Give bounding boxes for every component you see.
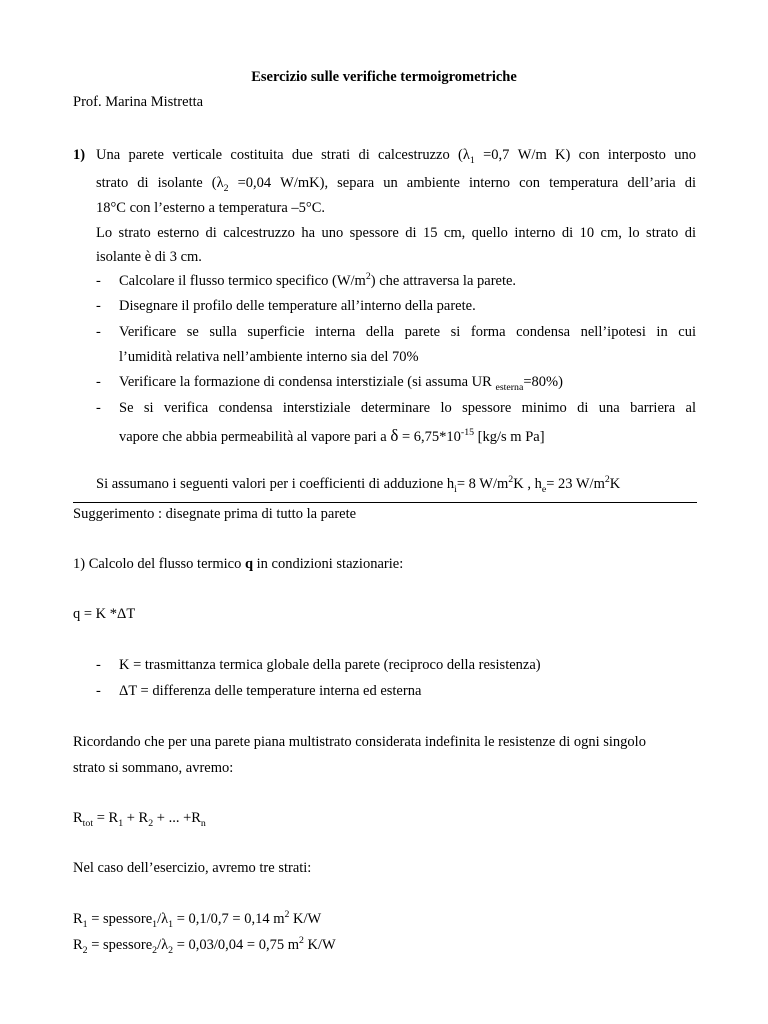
- problem-line-5: isolante è di 3 cm.: [96, 249, 202, 265]
- horizontal-rule: [73, 502, 697, 503]
- bullet-dash: -: [96, 374, 101, 390]
- equation-r1: $R_1$ = $spessore_1/\lambda_1 = 0,1/0,7 = 0,14$ $m^2$ K/W: [73, 909, 322, 930]
- definition-delta-t: ΔT = differenza delle temperature interna ed esterna: [119, 683, 422, 699]
- equation-q: q = K *ΔT: [73, 606, 136, 622]
- task-interstitial-condensation: Verificare la formazione di condensa interstiziale (si assuma UR $_{esterna}$=80%): [119, 374, 563, 393]
- task-vapor-barrier-2: vapore che abbia permeabilità al vapore pari a $\delta = 6,75*10^{-15}$ [kg/s m Pa]: [119, 426, 545, 445]
- author: Prof. Marina Mistretta: [73, 94, 204, 110]
- task-temperature-profile: Disegnare il profilo delle temperature all’interno della parete.: [119, 298, 476, 314]
- equation-rtot: $R_{tot} = R_1 + R_2$ + ... $+R_n$: [73, 810, 206, 829]
- problem-line-2: strato di isolante ($\lambda_2 =0,04$ W/mK), separa un ambiente interno con temperatura dell’aria di: [96, 175, 697, 194]
- bullet-dash: -: [96, 683, 101, 699]
- definition-k: K = trasmittanza termica globale della parete (reciproco della resistenza): [119, 657, 541, 673]
- bullet-dash: -: [96, 273, 101, 289]
- recall-line-1: Ricordando che per una parete piana multistrato considerata indefinita le resistenze di ogni singolo: [73, 734, 646, 750]
- document-title: Esercizio sulle verifiche termoigrometriche: [251, 69, 517, 85]
- task-surface-condensation-2: l’umidità relativa nell’ambiente interno sia del 70%: [119, 349, 419, 365]
- problem-line-1: Una parete verticale costituita due strati di calcestruzzo ($\lambda_1 =0,7$ W/m K) con interposto uno: [96, 147, 696, 166]
- task-heat-flux: Calcolare il flusso termico specifico $(W/m^2)$ che attraversa la parete.: [119, 271, 517, 289]
- hint: Suggerimento : disegnate prima di tutto la parete: [73, 506, 357, 522]
- equation-r2: $R_2$ = $spessore_2/\lambda_2 = 0,03/0,04 = 0,75$ $m^2$ K/W: [73, 935, 336, 956]
- step-1-heading: 1) Calcolo del flusso termico q in condizioni stazionarie:: [73, 556, 404, 572]
- problem-number: 1): [73, 147, 86, 163]
- problem-line-3: 18°C con l’esterno a temperatura –5°C.: [96, 200, 326, 216]
- three-layers-text: Nel caso dell’esercizio, avremo tre strati:: [73, 860, 312, 876]
- bullet-dash: -: [96, 400, 101, 416]
- bullet-dash: -: [96, 657, 101, 673]
- bullet-dash: -: [96, 324, 101, 340]
- problem-line-4: Lo strato esterno di calcestruzzo ha uno spessore di 15 cm, quello interno di 10 cm, lo strato di: [96, 225, 696, 241]
- bullet-dash: -: [96, 298, 101, 314]
- task-vapor-barrier-1: Se si verifica condensa interstiziale determinare lo spessore minimo di una barriera al: [119, 400, 696, 416]
- adduction-coefficients: Si assumano i seguenti valori per i coefficienti di adduzione $h_i= 8$ $W/m^2K$ , $h_e= 23$ $W/m^2K$: [96, 474, 621, 495]
- recall-line-2: strato si sommano, avremo:: [73, 760, 234, 776]
- task-surface-condensation-1: Verificare se sulla superficie interna della parete si forma condensa nell’ipotesi in cui: [119, 324, 696, 340]
